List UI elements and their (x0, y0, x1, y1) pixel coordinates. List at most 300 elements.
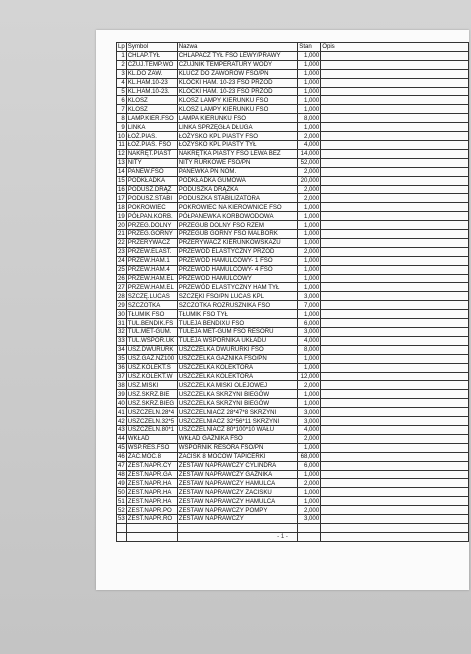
table-row (117, 470, 469, 479)
row-lp: 11 (118, 141, 125, 149)
row-symbol: USZ.MISKI (126, 381, 177, 390)
row-opis (321, 452, 469, 461)
row-name: CHLAPACZ TYŁ FSO LEWY/PRAWY (177, 51, 298, 60)
row-symbol: ZAC.MOC.8 (126, 452, 177, 461)
row-opis (321, 87, 469, 96)
row-stan: 3,000 (298, 292, 321, 301)
row-lp: 1 (117, 51, 127, 60)
row-opis (321, 203, 469, 212)
row-name: PRZEWÓD HAMULCOWY- 4 FSO (177, 265, 298, 274)
row-opis (321, 354, 469, 363)
row-opis (321, 96, 469, 105)
table-row (117, 390, 469, 399)
row-name: USZCZELKA KOLEKTORA (177, 372, 298, 381)
table-row (117, 176, 469, 185)
row-opis (321, 461, 469, 470)
row-symbol: POKROWIEC (126, 203, 177, 212)
row-opis (321, 488, 469, 497)
row-lp: 48 (118, 470, 125, 478)
row-stan: 1,000 (298, 230, 321, 239)
header-opis: Opis (321, 43, 469, 52)
table-row (117, 78, 469, 87)
table-row (117, 69, 469, 78)
row-lp: 22 (118, 239, 125, 247)
row-opis (321, 149, 469, 158)
row-stan: 3,000 (298, 417, 321, 426)
row-lp: 44 (118, 435, 125, 443)
row-name: WKŁAD GAŹNIKA FSO (177, 434, 298, 443)
row-name: USZCZELKA GAŹNIKA FSO/PN (177, 354, 298, 363)
row-symbol: PANEW.FSO (126, 167, 177, 176)
row-opis (321, 176, 469, 185)
row-symbol: LAMP.KIER.FSO (126, 114, 177, 123)
row-symbol: ZEST.NAPR.HA (126, 488, 177, 497)
table-row (117, 452, 469, 461)
row-name: LINKA SPRZĘGŁA DŁUGA (177, 123, 298, 132)
row-lp: 12 (118, 150, 125, 158)
row-symbol: TŁUMIK FSO (126, 310, 177, 319)
row-lp: 7 (117, 105, 127, 114)
table-row (117, 256, 469, 265)
row-stan: 1,000 (298, 265, 321, 274)
row-stan: 1,000 (298, 470, 321, 479)
table-row (117, 140, 469, 149)
row-name: ŁOŻYSKO KPL PIASTY FSO (177, 132, 298, 141)
table-row (117, 51, 469, 60)
row-lp: 31 (118, 319, 125, 327)
row-stan: 6,000 (298, 461, 321, 470)
table-row (117, 167, 469, 176)
row-name: PÓŁPANEWKA KORBOWODOWA (177, 212, 298, 221)
row-opis (321, 274, 469, 283)
row-stan: 1,000 (298, 96, 321, 105)
row-stan: 2,000 (298, 132, 321, 141)
row-symbol: ZEST.NAPR.CY (126, 461, 177, 470)
table-row (117, 158, 469, 167)
row-stan: 20,000 (298, 176, 321, 185)
table-row (117, 60, 469, 69)
row-stan: 2,000 (298, 167, 321, 176)
table-row (117, 292, 469, 301)
row-opis (321, 140, 469, 149)
table-row (117, 132, 469, 141)
row-symbol: USZCZELN.32*5 (126, 417, 177, 426)
row-lp: 39 (118, 390, 125, 398)
row-opis (321, 283, 469, 292)
row-lp: 13 (118, 159, 125, 167)
row-name: PANEWKA PN NOM. (177, 167, 298, 176)
row-name: TULEJA WSPORNIKA UKŁADU (177, 336, 298, 345)
row-stan: 8,000 (298, 114, 321, 123)
row-opis (321, 319, 469, 328)
row-stan: 1,000 (298, 390, 321, 399)
row-stan: 4,000 (298, 140, 321, 149)
row-stan: 1,000 (298, 60, 321, 69)
row-name: ŁOŻYSKO KPL PIASTY TYŁ (177, 140, 298, 149)
row-symbol: KL.DO ZAW. (126, 69, 177, 78)
table-row (117, 399, 469, 408)
row-stan: 2,000 (298, 434, 321, 443)
row-opis (321, 105, 469, 114)
row-symbol: KLOSZ (126, 96, 177, 105)
table-row (117, 408, 469, 417)
row-lp: 36 (118, 364, 125, 372)
row-lp: 38 (118, 381, 125, 389)
row-symbol: PRZEW.HAM.EL (126, 274, 177, 283)
row-name: LAMPA KIERUNKU FSO (177, 114, 298, 123)
row-symbol: TUL.WSPOR.UK (126, 336, 177, 345)
row-symbol: PRZEW.HAM.1 (126, 256, 177, 265)
row-opis (321, 158, 469, 167)
table-row (117, 497, 469, 506)
row-lp: 17 (118, 194, 125, 202)
table-row (117, 114, 469, 123)
table-row (117, 87, 469, 96)
row-symbol: PODUSZ.STABI (126, 194, 177, 203)
row-name: PODKŁADKA GUMOWA (177, 176, 298, 185)
header-name: Nazwa (177, 43, 298, 52)
row-stan: 1,000 (298, 443, 321, 452)
table-row (117, 443, 469, 452)
table-row (117, 221, 469, 230)
table-row (117, 479, 469, 488)
table-header-row (117, 43, 469, 52)
row-name: TULEJA MET-GUM FSO RESORU (177, 328, 298, 337)
row-name: PRZEGUB GÓRNY FSO MALBORK (177, 230, 298, 239)
row-name: NITY RURKOWE FSO/PN (177, 158, 298, 167)
row-opis (321, 69, 469, 78)
row-stan: 68,000 (298, 452, 321, 461)
row-opis (321, 506, 469, 515)
row-stan: 7,000 (298, 301, 321, 310)
row-lp: 34 (118, 346, 125, 354)
row-opis (321, 425, 469, 434)
table-row (117, 319, 469, 328)
row-lp: 37 (118, 372, 125, 380)
row-symbol: USZ.KOLEKT.W (126, 372, 177, 381)
row-symbol: PRZEW.HAM.EL (126, 283, 177, 292)
row-symbol: ZEST.NAPR.PO (126, 506, 177, 515)
row-name: ZESTAW NAPRAWCZY ZACISKU (177, 488, 298, 497)
row-opis (321, 328, 469, 337)
row-opis (321, 247, 469, 256)
table-row (117, 149, 469, 158)
row-opis (321, 167, 469, 176)
row-symbol: ZEST.NAPR.RO (126, 515, 177, 524)
row-stan: 1,000 (298, 69, 321, 78)
row-symbol: CZUJ.TEMP.WO (126, 60, 177, 69)
row-name: USZCZELNIACZ 32*56*11 SKRZYNI (177, 417, 298, 426)
header-symbol: Symbol (126, 43, 177, 52)
table-row (117, 274, 469, 283)
row-stan: 52,000 (298, 158, 321, 167)
row-name: SZCZOTKA ROZRUSZNIKA FSO (177, 301, 298, 310)
row-name: USZCZELKA KOLEKTORA (177, 363, 298, 372)
row-symbol: SZCZĘ.LUCAS (126, 292, 177, 301)
row-lp: 2 (117, 60, 127, 69)
row-name: WSPORNIK RESORA FSO/PN (177, 443, 298, 452)
row-name: PRZEWÓD HAMULCOWY- 1 FSO (177, 256, 298, 265)
row-name: ZESTAW NAPRAWCZY GAŹNIKA (177, 470, 298, 479)
row-opis (321, 497, 469, 506)
row-lp: 10 (118, 132, 125, 140)
row-opis (321, 310, 469, 319)
row-symbol: PRZEW.ELAST. (126, 247, 177, 256)
row-symbol: PRZEG.GÓRNY (126, 230, 177, 239)
row-opis (321, 132, 469, 141)
row-symbol: CHLAP.TYŁ (126, 51, 177, 60)
table-row (117, 488, 469, 497)
row-symbol: PÓŁPAN.KORB. (126, 212, 177, 221)
row-stan: 1,000 (298, 256, 321, 265)
page-number: - 1 - (277, 534, 288, 540)
row-stan: 3,000 (298, 408, 321, 417)
row-opis (321, 345, 469, 354)
row-name: SZCZĘKI FSO/PN LUCAS KPL (177, 292, 298, 301)
row-name: PRZEGUB DOLNY FSO RZEM (177, 221, 298, 230)
row-stan: 1,000 (298, 283, 321, 292)
row-name: ZESTAW NAPRAWCZY HAMULCA (177, 497, 298, 506)
row-opis (321, 381, 469, 390)
row-name: TULEJA BENDIXU FSO (177, 319, 298, 328)
table-body (117, 51, 469, 523)
row-symbol: PRZEG.DOLNY (126, 221, 177, 230)
row-name: KLUCZ DO ZAWORÓW FSO/PN (177, 69, 298, 78)
row-stan: 1,000 (298, 399, 321, 408)
inventory-table (116, 42, 469, 542)
row-name: ZESTAW NAPRAWCZY CYLINDRA (177, 461, 298, 470)
header-lp: Lp (118, 43, 125, 51)
table-row (117, 372, 469, 381)
row-stan: 14,000 (298, 149, 321, 158)
row-name: USZCZELNIACZ 28*47*8 SKRZYNI (177, 408, 298, 417)
row-symbol: USZCZELN.28*4 (126, 408, 177, 417)
table-row (117, 328, 469, 337)
row-name: NAKRĘTKA PIASTY FSO LEWA BEZ (177, 149, 298, 158)
row-symbol: USZ.SKRZ.BIE (126, 390, 177, 399)
row-name: KLOSZ LAMPY KIERUNKU FSO (177, 96, 298, 105)
row-lp: 28 (118, 292, 125, 300)
table-row (117, 425, 469, 434)
table-row (117, 265, 469, 274)
row-opis (321, 60, 469, 69)
row-stan: 1,000 (298, 363, 321, 372)
row-symbol: KL.HAM.10-23. (126, 87, 177, 96)
row-stan: 1,000 (298, 488, 321, 497)
table-row (117, 123, 469, 132)
row-opis (321, 185, 469, 194)
row-name: USZCZELNIACZ 80*100*10 WAŁU (177, 425, 298, 434)
row-symbol: PRZEW.HAM.4 (126, 265, 177, 274)
row-lp: 43 (118, 426, 125, 434)
row-opis (321, 114, 469, 123)
table-row-empty (117, 523, 469, 532)
table-row (117, 515, 469, 524)
row-lp: 9 (117, 123, 127, 132)
row-symbol: PRZERYWACZ (126, 238, 177, 247)
table-row (117, 105, 469, 114)
row-lp: 51 (118, 497, 125, 505)
row-opis (321, 238, 469, 247)
row-symbol: TUL.MET-GUM. (126, 328, 177, 337)
table-row (117, 310, 469, 319)
row-lp: 14 (118, 168, 125, 176)
row-stan: 2,000 (298, 479, 321, 488)
table-row (117, 345, 469, 354)
row-name: ZESTAW NAPRAWCZY POMPY (177, 506, 298, 515)
row-stan: 4,000 (298, 425, 321, 434)
row-stan: 1,000 (298, 221, 321, 230)
row-lp: 40 (118, 399, 125, 407)
row-symbol: NITY (126, 158, 177, 167)
row-name: PRZERYWACZ KIERUNKOWSKAZU (177, 238, 298, 247)
row-lp: 52 (118, 506, 125, 514)
row-name: USZCZELKA MISKI OLEJOWEJ (177, 381, 298, 390)
row-stan: 2,000 (298, 194, 321, 203)
row-symbol: USZ.GAZ.NZ100 (126, 354, 177, 363)
row-opis (321, 417, 469, 426)
row-opis (321, 470, 469, 479)
row-lp: 32 (118, 328, 125, 336)
row-stan: 1,000 (298, 203, 321, 212)
row-opis (321, 194, 469, 203)
row-lp: 29 (118, 301, 125, 309)
row-symbol: PODKŁADKA (126, 176, 177, 185)
row-stan: 1,000 (298, 310, 321, 319)
row-lp: 45 (118, 444, 125, 452)
row-lp: 46 (118, 453, 125, 461)
table-row (117, 230, 469, 239)
row-stan: 8,000 (298, 345, 321, 354)
row-symbol: ŁOŻ.PIAS. FSO (126, 140, 177, 149)
header-stan: Stan (298, 43, 321, 52)
row-opis (321, 479, 469, 488)
row-opis (321, 123, 469, 132)
row-lp: 26 (118, 275, 125, 283)
table-row (117, 203, 469, 212)
row-opis (321, 265, 469, 274)
table-row (117, 247, 469, 256)
row-opis (321, 399, 469, 408)
table-row (117, 461, 469, 470)
row-stan: 1,000 (298, 123, 321, 132)
row-stan: 2,000 (298, 185, 321, 194)
row-opis (321, 515, 469, 524)
row-opis (321, 230, 469, 239)
row-lp: 41 (118, 408, 125, 416)
row-lp: 33 (118, 337, 125, 345)
row-symbol: WSP.RES.FSO (126, 443, 177, 452)
row-opis (321, 390, 469, 399)
row-opis (321, 221, 469, 230)
row-lp: 49 (118, 479, 125, 487)
row-opis (321, 292, 469, 301)
row-lp: 5 (117, 87, 127, 96)
row-name: KLOCKI HAM. 10-23 FSO PRZÓD (177, 87, 298, 96)
row-symbol: USZCZELN.80*1 (126, 425, 177, 434)
row-opis (321, 301, 469, 310)
row-symbol: KL.HAM.10-23 (126, 78, 177, 87)
table-row (117, 238, 469, 247)
row-name: CZUJNIK TEMPERATURY WODY (177, 60, 298, 69)
row-symbol: USZ.SKRZ.BIEG (126, 399, 177, 408)
table-row (117, 417, 469, 426)
row-symbol: ZEST.NAPR.HA (126, 479, 177, 488)
row-name: PRZEWÓD ELASTYCZNY PRZÓD (177, 247, 298, 256)
row-stan: 1,000 (298, 78, 321, 87)
row-stan: 6,000 (298, 319, 321, 328)
row-name: POKROWIEC NA KIEROWNICE FSO (177, 203, 298, 212)
row-name: KLOSZ LAMPY KIERUNKU FSO (177, 105, 298, 114)
row-lp: 53 (118, 515, 125, 523)
table-row (117, 283, 469, 292)
row-opis (321, 363, 469, 372)
row-symbol: WKŁAD (126, 434, 177, 443)
row-stan: 1,000 (298, 274, 321, 283)
table-row (117, 434, 469, 443)
row-lp: 47 (118, 462, 125, 470)
row-opis (321, 256, 469, 265)
row-lp: 50 (118, 488, 125, 496)
row-lp: 3 (117, 69, 127, 78)
row-symbol: LINKA (126, 123, 177, 132)
row-stan: 2,000 (298, 506, 321, 515)
table-row (117, 96, 469, 105)
row-name: USZCZELKA SKRZYNI BIEGÓW (177, 399, 298, 408)
table-row (117, 381, 469, 390)
row-stan: 1,000 (298, 51, 321, 60)
row-opis (321, 212, 469, 221)
row-lp: 21 (118, 230, 125, 238)
row-stan: 1,000 (298, 212, 321, 221)
row-name: ZESTAW NAPRAWCZY (177, 515, 298, 524)
row-opis (321, 443, 469, 452)
row-symbol: ZEST.NAPR.GA (126, 470, 177, 479)
row-symbol: KLOSZ (126, 105, 177, 114)
table-row (117, 336, 469, 345)
row-stan: 1,000 (298, 354, 321, 363)
row-lp: 20 (118, 221, 125, 229)
row-name: PRZEWÓD ELASTYCZNY HAM TYŁ (177, 283, 298, 292)
row-stan: 3,000 (298, 515, 321, 524)
row-symbol: USZ.DWURURK (126, 345, 177, 354)
row-symbol: PODUSZ.DRĄŻ (126, 185, 177, 194)
row-name: PODUSZKA STABILIZATORA (177, 194, 298, 203)
row-stan: 2,000 (298, 381, 321, 390)
row-name: TŁUMIK FSO TYŁ (177, 310, 298, 319)
row-symbol: ZEST.NAPR.HA (126, 497, 177, 506)
row-opis (321, 78, 469, 87)
row-symbol: SZCZOTKA (126, 301, 177, 310)
row-lp: 35 (118, 355, 125, 363)
row-name: PRZEWÓD HAMULCOWY (177, 274, 298, 283)
row-stan: 12,000 (298, 372, 321, 381)
row-name: ZACISK 8 MOCÓW TAPICERKI (177, 452, 298, 461)
row-lp: 4 (117, 78, 127, 87)
row-symbol: ŁOŻ.PIAS. (126, 132, 177, 141)
row-lp: 24 (118, 257, 125, 265)
row-stan: 1,000 (298, 87, 321, 96)
row-lp: 30 (118, 310, 125, 318)
row-name: USZCZELKA DWURURKI FSO (177, 345, 298, 354)
row-name: ZESTAW NAPRAWCZY HAMULCA (177, 479, 298, 488)
table-row (117, 506, 469, 515)
table-row (117, 354, 469, 363)
row-lp: 16 (118, 185, 125, 193)
row-lp: 15 (118, 177, 125, 185)
row-stan: 3,000 (298, 328, 321, 337)
row-lp: 42 (118, 417, 125, 425)
